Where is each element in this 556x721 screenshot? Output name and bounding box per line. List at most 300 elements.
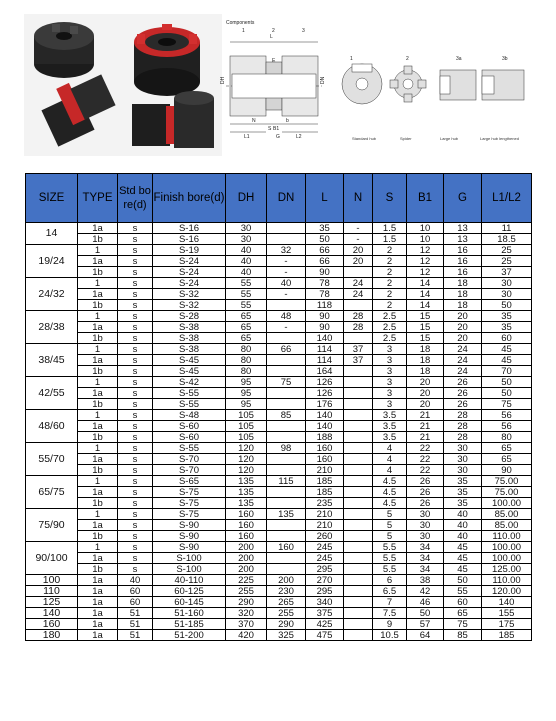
caption-large-hub-lengthened: Large hub lengthened	[480, 136, 519, 141]
table-cell: 55	[444, 586, 482, 597]
table-cell: 200	[267, 575, 306, 586]
table-cell: s	[118, 509, 153, 520]
table-cell: 164	[306, 366, 344, 377]
table-cell: 10	[407, 223, 444, 234]
table-cell: 1.5	[373, 223, 407, 234]
table-cell: 30	[226, 234, 267, 245]
table-cell: S-24	[153, 278, 226, 289]
table-cell: 1a	[78, 608, 118, 619]
table-cell: 420	[226, 630, 267, 641]
table-cell: 1a	[78, 289, 118, 300]
table-cell: S-60	[153, 421, 226, 432]
table-cell: 30	[444, 454, 482, 465]
table-cell: 245	[306, 542, 344, 553]
table-cell: 60	[118, 597, 153, 608]
table-cell: 5	[373, 520, 407, 531]
table-cell	[267, 223, 306, 234]
table-cell: 26	[444, 399, 482, 410]
col-header-s: S	[373, 174, 407, 223]
table-cell: -	[267, 256, 306, 267]
table-cell	[267, 234, 306, 245]
table-cell: S-70	[153, 465, 226, 476]
table-cell: 2	[373, 256, 407, 267]
table-cell: 56	[482, 410, 532, 421]
table-cell: 16	[444, 267, 482, 278]
table-cell: 11	[482, 223, 532, 234]
col-header-l1-l2: L1/L2	[482, 174, 532, 223]
table-cell: 3.5	[373, 410, 407, 421]
table-cell: 1a	[78, 586, 118, 597]
table-cell: s	[118, 333, 153, 344]
table-row	[26, 553, 532, 564]
table-cell: 4.5	[373, 498, 407, 509]
table-cell: 1b	[78, 333, 118, 344]
table-cell: 78	[306, 289, 344, 300]
table-cell	[344, 542, 373, 553]
table-cell: 3	[373, 388, 407, 399]
table-cell: 2.5	[373, 322, 407, 333]
table-cell: S-24	[153, 256, 226, 267]
table-cell: 28	[444, 410, 482, 421]
table-cell: 255	[267, 608, 306, 619]
table-cell	[344, 476, 373, 487]
table-cell: 42	[407, 586, 444, 597]
table-cell: 230	[267, 586, 306, 597]
caption-spider: Spider	[400, 136, 412, 141]
table-cell: 1	[78, 410, 118, 421]
table-cell: 40	[444, 531, 482, 542]
table-cell: S-48	[153, 410, 226, 421]
part-number: 3a	[456, 56, 462, 62]
table-cell: 160	[226, 531, 267, 542]
table-cell: 3	[373, 355, 407, 366]
table-cell: 25	[482, 245, 532, 256]
table-cell	[344, 575, 373, 586]
table-cell: 100.00	[482, 498, 532, 509]
table-row	[26, 443, 532, 454]
table-cell: 80	[482, 432, 532, 443]
table-cell	[344, 619, 373, 630]
table-cell: 26	[407, 487, 444, 498]
table-cell: 40	[226, 256, 267, 267]
table-cell: 35	[444, 476, 482, 487]
table-row	[26, 509, 532, 520]
table-cell: 3	[373, 377, 407, 388]
size-cell: 180	[26, 630, 78, 641]
part-number: 1	[242, 28, 245, 34]
table-cell: 1	[78, 443, 118, 454]
table-cell: 1b	[78, 267, 118, 278]
table-cell: 126	[306, 377, 344, 388]
table-cell: s	[118, 355, 153, 366]
table-cell: s	[118, 245, 153, 256]
dim-label: S	[268, 126, 272, 132]
table-cell: 105	[226, 421, 267, 432]
table-cell: 40	[226, 267, 267, 278]
table-cell: 120.00	[482, 586, 532, 597]
table-row	[26, 476, 532, 487]
table-cell: 320	[226, 608, 267, 619]
table-cell: 1	[78, 542, 118, 553]
table-row	[26, 542, 532, 553]
table-cell: 2.5	[373, 311, 407, 322]
table-cell: -	[344, 223, 373, 234]
table-cell: 1a	[78, 575, 118, 586]
table-cell: 185	[482, 630, 532, 641]
table-cell: 80	[226, 366, 267, 377]
table-cell: 110.00	[482, 531, 532, 542]
table-cell: 235	[306, 498, 344, 509]
table-cell: 200	[226, 542, 267, 553]
table-cell: 105	[226, 432, 267, 443]
table-cell: 12	[407, 245, 444, 256]
table-cell: 20	[444, 322, 482, 333]
table-cell: 45	[482, 344, 532, 355]
table-cell	[267, 421, 306, 432]
table-cell: 65	[226, 311, 267, 322]
table-cell: 115	[267, 476, 306, 487]
table-cell: 21	[407, 410, 444, 421]
table-body	[26, 223, 532, 641]
technical-drawing	[220, 26, 526, 152]
table-cell: s	[118, 278, 153, 289]
table-cell	[344, 432, 373, 443]
table-cell: 28	[444, 421, 482, 432]
table-cell: 1b	[78, 399, 118, 410]
table-cell: 325	[267, 630, 306, 641]
table-cell: 95	[226, 399, 267, 410]
table-cell	[344, 399, 373, 410]
table-cell: 75	[482, 399, 532, 410]
size-cell: 110	[26, 586, 78, 597]
table-cell: 55	[226, 289, 267, 300]
table-cell: 21	[407, 432, 444, 443]
dim-label: DH	[220, 76, 226, 84]
coupling-photo	[24, 14, 222, 156]
table-cell: 295	[306, 586, 344, 597]
table-cell	[344, 465, 373, 476]
table-cell: 22	[407, 443, 444, 454]
table-cell: 120	[226, 443, 267, 454]
table-row	[26, 245, 532, 256]
table-cell: 18	[444, 289, 482, 300]
table-cell	[267, 432, 306, 443]
table-cell: S-38	[153, 333, 226, 344]
table-cell: 1b	[78, 531, 118, 542]
table-cell: S-60	[153, 432, 226, 443]
table-cell: 20	[407, 377, 444, 388]
table-cell: 1	[78, 311, 118, 322]
table-cell: 37	[344, 344, 373, 355]
table-cell: 64	[407, 630, 444, 641]
table-cell: 20	[344, 245, 373, 256]
table-cell: S-16	[153, 223, 226, 234]
table-row	[26, 289, 532, 300]
table-cell: S-32	[153, 289, 226, 300]
table-cell: 55	[226, 300, 267, 311]
col-header-std-bore: Std bore(d)	[118, 174, 153, 223]
table-cell: 1a	[78, 421, 118, 432]
size-cell: 28/38	[26, 311, 78, 344]
table-cell: 4.5	[373, 476, 407, 487]
table-cell: 75.00	[482, 487, 532, 498]
table-cell: 14	[407, 278, 444, 289]
table-cell	[267, 454, 306, 465]
table-cell: S-55	[153, 388, 226, 399]
table-cell: 135	[226, 476, 267, 487]
table-cell	[267, 520, 306, 531]
col-header-g: G	[444, 174, 482, 223]
col-header-l: L	[306, 174, 344, 223]
size-cell: 90/100	[26, 542, 78, 575]
product-header	[0, 0, 556, 165]
table-cell: s	[118, 564, 153, 575]
table-cell: 425	[306, 619, 344, 630]
table-cell: 60-125	[153, 586, 226, 597]
table-cell	[267, 553, 306, 564]
table-cell: 30	[226, 223, 267, 234]
table-cell: 135	[226, 498, 267, 509]
table-cell: 66	[306, 245, 344, 256]
table-cell: 80	[226, 355, 267, 366]
col-header-n: N	[344, 174, 373, 223]
table-cell: s	[118, 267, 153, 278]
table-cell: 2	[373, 267, 407, 278]
table-cell: 37	[482, 267, 532, 278]
table-cell: 3.5	[373, 421, 407, 432]
table-cell: 3	[373, 344, 407, 355]
table-cell: 140	[306, 333, 344, 344]
table-cell: 160	[306, 443, 344, 454]
table-cell: 50	[482, 300, 532, 311]
table-cell: 30	[482, 289, 532, 300]
table-cell: 50	[407, 608, 444, 619]
table-cell: -	[344, 234, 373, 245]
table-cell: S-90	[153, 542, 226, 553]
table-cell: 18	[407, 355, 444, 366]
table-cell	[267, 399, 306, 410]
size-cell: 42/55	[26, 377, 78, 410]
table-cell: S-90	[153, 520, 226, 531]
table-cell: 118	[306, 300, 344, 311]
table-row	[26, 399, 532, 410]
table-cell	[267, 333, 306, 344]
table-row	[26, 410, 532, 421]
table-cell: 40	[444, 520, 482, 531]
table-cell: s	[118, 520, 153, 531]
table-cell: -	[267, 322, 306, 333]
table-cell: 6	[373, 575, 407, 586]
table-cell: 14	[407, 289, 444, 300]
table-cell: 20	[407, 399, 444, 410]
table-cell: 75	[444, 619, 482, 630]
table-cell: 110.00	[482, 575, 532, 586]
table-cell: 15	[407, 333, 444, 344]
table-cell: s	[118, 542, 153, 553]
part-number: 1	[350, 56, 353, 62]
table-cell: s	[118, 377, 153, 388]
table-cell: s	[118, 443, 153, 454]
table-cell: 45	[444, 553, 482, 564]
table-row	[26, 586, 532, 597]
table-row	[26, 322, 532, 333]
dim-label: DN	[320, 76, 326, 84]
table-cell: 12	[407, 267, 444, 278]
table-cell: 26	[444, 388, 482, 399]
table-cell: 2	[373, 300, 407, 311]
table-cell: 40-110	[153, 575, 226, 586]
table-cell	[344, 267, 373, 278]
table-cell: 50	[482, 377, 532, 388]
spec-table	[25, 173, 532, 641]
table-cell: S-75	[153, 498, 226, 509]
table-cell: 1a	[78, 597, 118, 608]
table-cell: s	[118, 322, 153, 333]
table-cell	[267, 366, 306, 377]
table-row	[26, 388, 532, 399]
table-cell: 9	[373, 619, 407, 630]
table-cell: 35	[482, 322, 532, 333]
table-cell	[267, 355, 306, 366]
table-row	[26, 487, 532, 498]
table-cell: 1	[78, 278, 118, 289]
table-cell: -	[267, 289, 306, 300]
table-cell: s	[118, 311, 153, 322]
col-header-size: SIZE	[26, 174, 78, 223]
table-cell: 270	[306, 575, 344, 586]
table-cell: 160	[226, 509, 267, 520]
table-cell: 370	[226, 619, 267, 630]
table-cell: 65	[226, 322, 267, 333]
table-cell: 75	[267, 377, 306, 388]
table-cell	[344, 597, 373, 608]
table-cell: S-16	[153, 234, 226, 245]
table-cell: 38	[407, 575, 444, 586]
table-cell: 51-200	[153, 630, 226, 641]
table-cell: S-100	[153, 564, 226, 575]
hub-top-left	[34, 22, 94, 78]
table-cell: 26	[444, 377, 482, 388]
table-row	[26, 366, 532, 377]
table-cell: s	[118, 498, 153, 509]
dim-label: L	[270, 34, 273, 40]
size-cell: 140	[26, 608, 78, 619]
table-cell: 24	[344, 278, 373, 289]
table-cell: 4	[373, 443, 407, 454]
table-cell: 24	[444, 344, 482, 355]
table-cell: 1a	[78, 322, 118, 333]
table-cell: 46	[407, 597, 444, 608]
table-row	[26, 278, 532, 289]
table-cell	[344, 300, 373, 311]
table-cell: 16	[444, 245, 482, 256]
table-cell: 18	[407, 366, 444, 377]
table-cell: 5	[373, 531, 407, 542]
table-cell: S-75	[153, 487, 226, 498]
table-cell: 105	[226, 410, 267, 421]
table-cell	[344, 564, 373, 575]
table-cell	[344, 366, 373, 377]
table-cell: S-32	[153, 300, 226, 311]
table-cell: 30	[407, 531, 444, 542]
table-row	[26, 333, 532, 344]
table-cell: 48	[267, 311, 306, 322]
part-number: 3b	[502, 56, 508, 62]
table-cell: s	[118, 531, 153, 542]
table-cell	[344, 586, 373, 597]
table-cell: 75.00	[482, 476, 532, 487]
table-cell: 475	[306, 630, 344, 641]
dim-label: N	[252, 118, 256, 124]
table-cell: 65	[482, 443, 532, 454]
table-cell: 126	[306, 388, 344, 399]
table-cell: 210	[306, 509, 344, 520]
table-cell	[344, 421, 373, 432]
components-label: Components	[226, 20, 255, 26]
table-cell	[344, 498, 373, 509]
table-cell: 1b	[78, 465, 118, 476]
table-cell: S-65	[153, 476, 226, 487]
table-cell: s	[118, 465, 153, 476]
table-cell: 60	[118, 586, 153, 597]
table-cell: 90	[306, 311, 344, 322]
part-number: 3	[302, 28, 305, 34]
size-cell: 24/32	[26, 278, 78, 311]
table-cell: S-38	[153, 322, 226, 333]
table-cell: 35	[444, 498, 482, 509]
table-cell: 30	[482, 278, 532, 289]
table-cell: s	[118, 432, 153, 443]
table-cell	[344, 333, 373, 344]
table-row	[26, 630, 532, 641]
table-cell: s	[118, 256, 153, 267]
table-cell: 1b	[78, 432, 118, 443]
table-cell: 185	[306, 476, 344, 487]
table-cell: 20	[444, 333, 482, 344]
table-row	[26, 531, 532, 542]
table-cell: s	[118, 344, 153, 355]
table-cell: 1b	[78, 366, 118, 377]
table-cell: 65	[482, 454, 532, 465]
table-row	[26, 454, 532, 465]
table-cell: 98	[267, 443, 306, 454]
table-cell: 1	[78, 509, 118, 520]
table-cell	[344, 509, 373, 520]
table-cell: S-28	[153, 311, 226, 322]
table-cell: 140	[482, 597, 532, 608]
table-cell: 100.00	[482, 553, 532, 564]
table-cell	[267, 465, 306, 476]
table-cell: 65	[444, 608, 482, 619]
table-cell: 40	[444, 509, 482, 520]
col-header-dn: DN	[267, 174, 306, 223]
table-cell: 188	[306, 432, 344, 443]
table-cell: 245	[306, 553, 344, 564]
table-cell: 4.5	[373, 487, 407, 498]
table-row	[26, 300, 532, 311]
dim-label: E	[272, 58, 276, 64]
table-cell: 40	[118, 575, 153, 586]
size-cell: 19/24	[26, 245, 78, 278]
table-cell: 60	[482, 333, 532, 344]
table-cell: 18	[444, 300, 482, 311]
table-cell: S-55	[153, 443, 226, 454]
table-cell: 34	[407, 564, 444, 575]
table-cell: 1	[78, 377, 118, 388]
table-cell: 60-145	[153, 597, 226, 608]
table-cell	[344, 410, 373, 421]
table-cell: 70	[482, 366, 532, 377]
